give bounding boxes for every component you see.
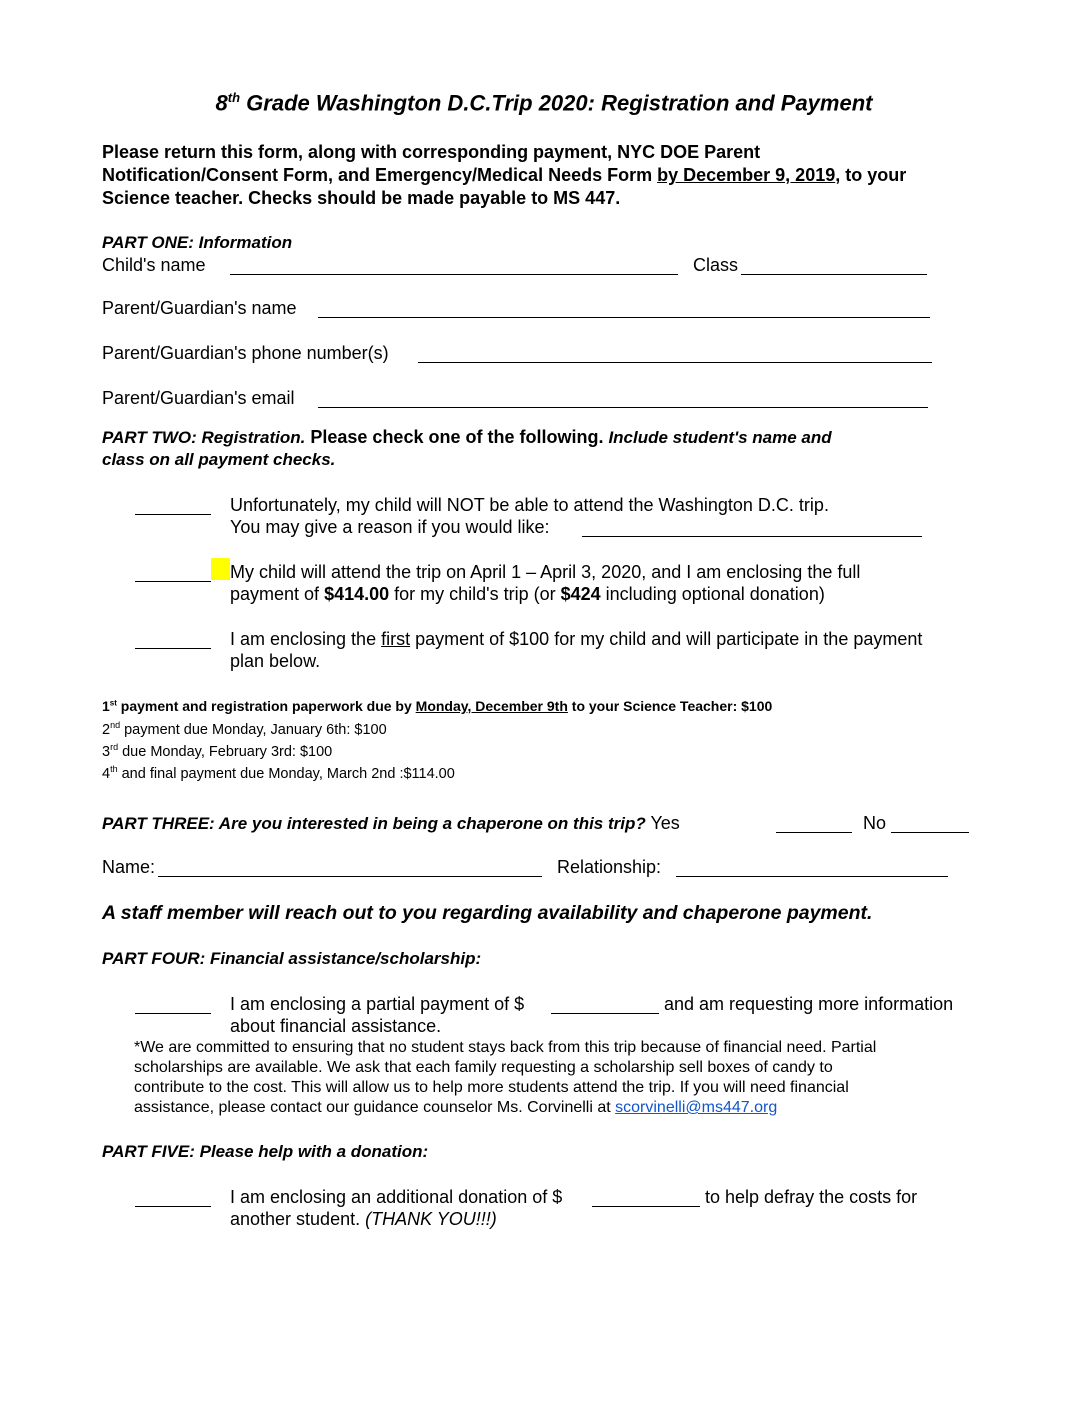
chaperone-name-field[interactable] <box>158 860 542 877</box>
part-two-instructions: Please check one of the following. <box>305 427 609 447</box>
fine-print-3: contribute to the cost. This will allow us to help more students attend the trip. If you will need financial <box>134 1079 849 1096</box>
parent-name-label: Parent/Guardian's name <box>102 298 297 318</box>
highlight-mark <box>211 558 230 580</box>
part-one-heading: PART ONE: Information <box>102 233 293 252</box>
text: due Monday, February 3rd: $100 <box>118 743 333 760</box>
part-two-heading: PART TWO: Registration. <box>102 428 306 447</box>
chaperone-note: A staff member will reach out to you regarding availability and chaperone payment. <box>102 902 873 924</box>
text: I am enclosing the <box>230 629 382 649</box>
text: 4 <box>102 765 111 782</box>
amount-full: $414.00 <box>324 584 390 604</box>
fine-print-1: *We are committed to ensuring that no student stays back from this trip because of financial need. Partial <box>134 1039 877 1056</box>
part-four-heading: PART FOUR: Financial assistance/scholarship: <box>102 949 482 968</box>
text: 3 <box>102 743 111 760</box>
relationship-field[interactable] <box>676 860 948 877</box>
sup: rd <box>110 742 119 752</box>
parent-phone-field[interactable] <box>418 346 932 363</box>
donation-line1-a: I am enclosing an additional donation of $ <box>230 1187 563 1207</box>
parent-email-field[interactable] <box>318 391 928 408</box>
parent-name-field[interactable] <box>318 301 930 318</box>
title-text: 8 <box>215 90 228 116</box>
opt-not-attend-line2: You may give a reason if you would like: <box>230 517 550 537</box>
class-field[interactable] <box>741 258 927 275</box>
financial-line2: about financial assistance. <box>230 1016 442 1036</box>
part-two-instructions-line2: class on all payment checks. <box>102 450 336 469</box>
amount-with-donation: $424 <box>560 584 601 604</box>
opt-payment-plan-line1 <box>230 629 922 650</box>
chaperone-no-field[interactable] <box>891 816 969 833</box>
text: payment due Monday, January 6th: $100 <box>120 721 387 738</box>
counselor-email-link[interactable]: scorvinelli@ms447.org <box>615 1099 778 1116</box>
intro-deadline: by December 9, 2019 <box>657 165 836 185</box>
opt-not-attend-line1: Unfortunately, my child will NOT be able to attend the Washington D.C. trip. <box>230 495 829 515</box>
financial-line1-b: and am requesting more information <box>664 994 954 1014</box>
text: and final payment due Monday, March 2nd :$114.00 <box>117 765 455 782</box>
text: for my child's trip (or <box>389 584 561 604</box>
schedule-payment-2 <box>102 720 387 738</box>
part-two-instructions-italic: Include student's name and <box>608 428 832 447</box>
schedule-payment-1 <box>102 698 772 714</box>
fine-print-2: scholarships are available. We ask that each family requesting a scholarship sell boxes of candy to <box>134 1059 833 1076</box>
text: payment of $100 for my child and will participate in the payment <box>410 629 923 649</box>
child-name-field[interactable] <box>230 258 678 275</box>
partial-payment-field[interactable] <box>551 997 659 1014</box>
sup: th <box>110 764 118 774</box>
donation-checkbox[interactable] <box>135 1190 211 1207</box>
no-label: No <box>863 813 887 833</box>
child-name-label: Child's name <box>102 255 206 275</box>
opt-payment-plan-checkbox[interactable] <box>135 632 211 649</box>
parent-email-label: Parent/Guardian's email <box>102 388 295 408</box>
intro-text-end: , to your <box>835 165 907 185</box>
sup: st <box>109 698 117 708</box>
text: payment of <box>230 584 325 604</box>
opt-full-payment-line1: My child will attend the trip on April 1 – April 3, 2020, and I am enclosing the full <box>230 562 861 582</box>
text-date: Monday, December 9th <box>415 698 568 714</box>
class-label: Class <box>693 255 739 275</box>
schedule-payment-4 <box>102 764 455 782</box>
donation-line1-b: to help defray the costs for <box>705 1187 918 1207</box>
parent-phone-label: Parent/Guardian's phone number(s) <box>102 343 389 363</box>
part-two-heading-line <box>102 427 832 448</box>
text: to your Science Teacher: $100 <box>567 698 773 714</box>
part-five-heading: PART FIVE: Please help with a donation: <box>102 1142 429 1161</box>
text: 1 <box>102 698 110 714</box>
schedule-payment-3 <box>102 742 332 760</box>
sup: nd <box>110 720 121 730</box>
opt-full-payment-line2 <box>230 584 825 605</box>
reason-field[interactable] <box>582 520 922 537</box>
intro-line-2 <box>102 165 906 186</box>
opt-full-payment-checkbox[interactable] <box>135 565 211 582</box>
title-text-rest: Grade Washington D.C.Trip 2020: Registration and Payment <box>240 90 873 116</box>
text: another student. <box>230 1209 366 1229</box>
part-three-heading: PART THREE: Are you interested in being a chaperone on this trip? <box>102 814 646 833</box>
thank-you: (THANK YOU!!!) <box>365 1209 497 1229</box>
donation-amount-field[interactable] <box>592 1190 700 1207</box>
chaperone-yes-field[interactable] <box>776 816 852 833</box>
intro-text: Notification/Consent Form, and Emergency/Medical Needs Form <box>102 165 658 185</box>
text-first: first <box>381 629 411 649</box>
relationship-label: Relationship: <box>557 857 662 877</box>
text: 2 <box>102 721 111 738</box>
yes-label: Yes <box>645 813 680 833</box>
financial-assistance-checkbox[interactable] <box>135 997 211 1014</box>
text: payment and registration paperwork due by <box>116 698 416 714</box>
chaperone-name-label: Name: <box>102 857 156 877</box>
page-title <box>0 90 1088 116</box>
opt-not-attend-checkbox[interactable] <box>135 498 211 515</box>
part-three-line <box>102 813 680 834</box>
fine-print-4 <box>134 1099 777 1117</box>
donation-line2 <box>230 1209 497 1230</box>
intro-line-3: Science teacher. Checks should be made payable to MS 447. <box>102 188 621 208</box>
intro-line-1: Please return this form, along with corresponding payment, NYC DOE Parent <box>102 142 761 162</box>
text: assistance, please contact our guidance counselor Ms. Corvinelli at <box>134 1099 616 1116</box>
title-sup: th <box>227 90 241 105</box>
text: including optional donation) <box>600 584 825 604</box>
financial-line1-a: I am enclosing a partial payment of $ <box>230 994 525 1014</box>
opt-payment-plan-line2: plan below. <box>230 651 321 671</box>
